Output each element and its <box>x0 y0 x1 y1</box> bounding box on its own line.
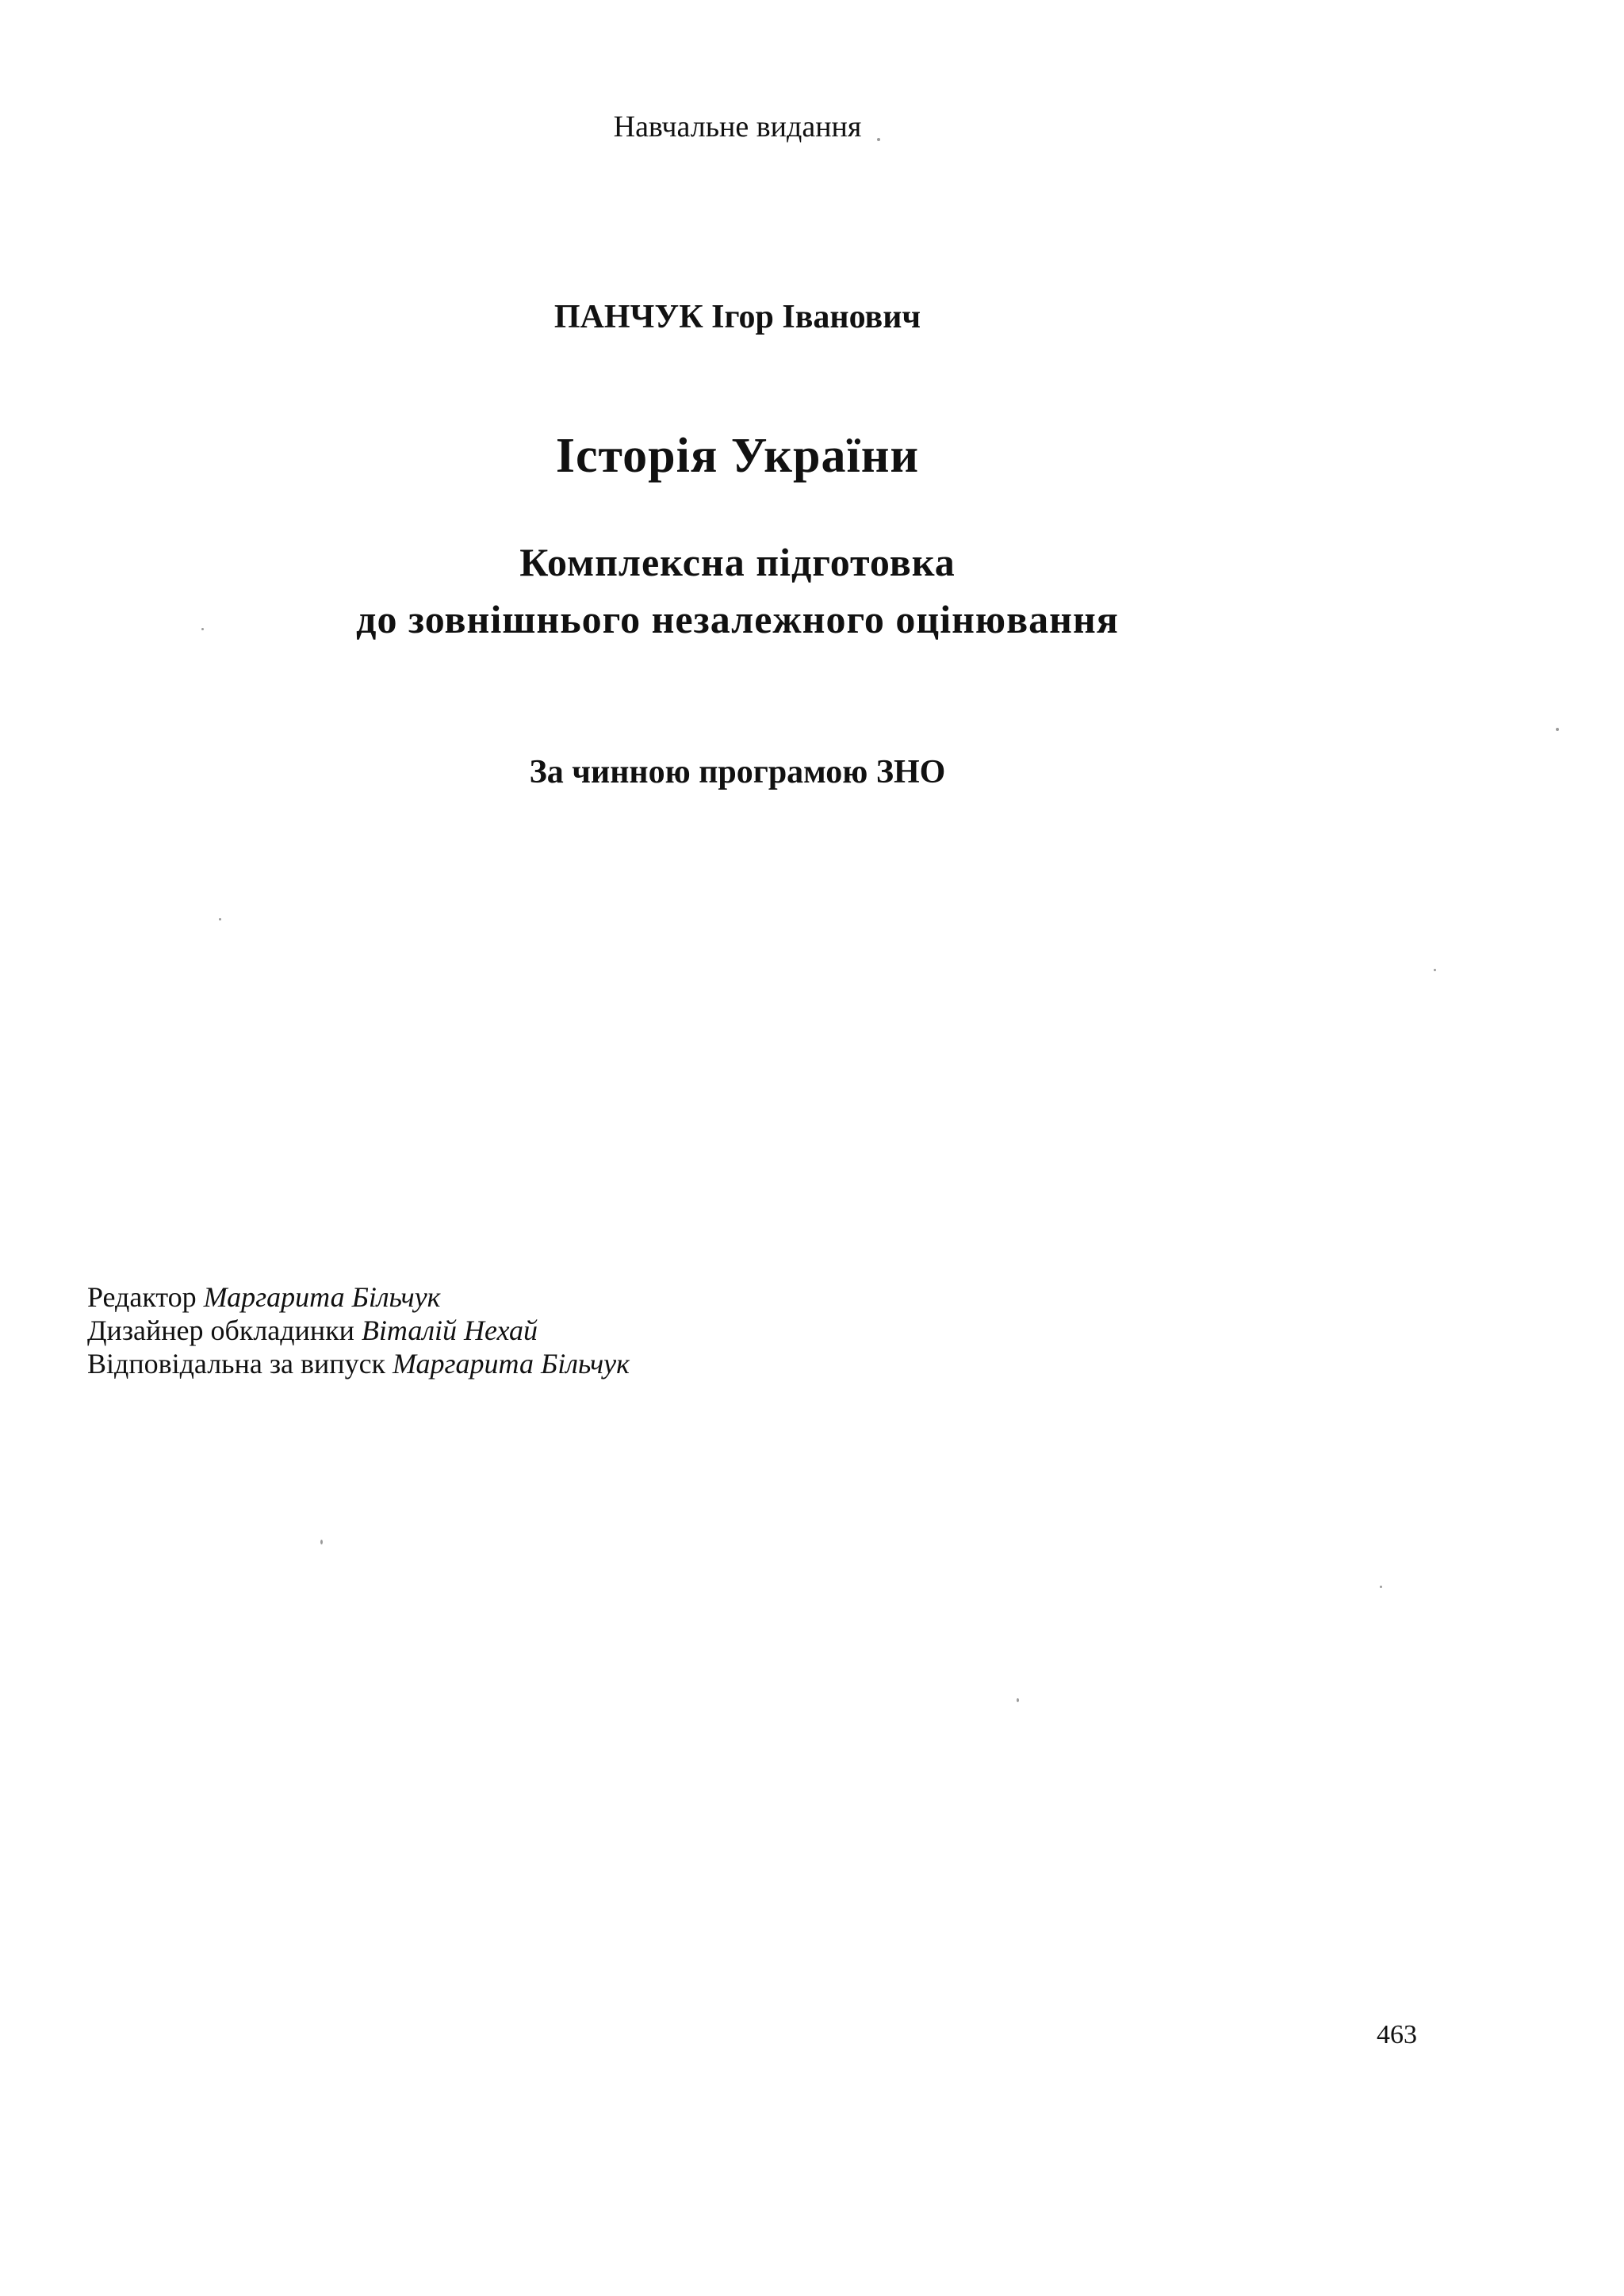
scan-speck <box>201 628 204 630</box>
book-title: Історія України <box>555 429 920 483</box>
program-note: За чинною програмою ЗНО <box>529 754 946 790</box>
credit-line-editor <box>87 1280 630 1314</box>
scan-speck <box>877 138 880 141</box>
credit-role: Редактор <box>87 1281 197 1313</box>
credit-person: Маргарита Більчук <box>203 1281 441 1313</box>
scan-speck <box>1017 1698 1019 1702</box>
author-name: ПАНЧУК Ігор Іванович <box>553 299 921 335</box>
subtitle-line-2: до зовнішнього незалежного оцінювання <box>356 597 1119 641</box>
page-number: 463 <box>1377 2020 1417 2049</box>
edition-type: Навчальне видання <box>613 110 862 144</box>
credit-person: Віталій Нехай <box>361 1314 538 1346</box>
scan-speck <box>320 1540 323 1544</box>
scan-speck <box>1556 728 1559 731</box>
credit-line-responsible <box>87 1347 630 1380</box>
subtitle-line-1: Комплексна підготовка <box>519 540 956 584</box>
credit-role: Відповідальна за випуск <box>87 1348 386 1380</box>
scan-speck <box>219 918 221 920</box>
credit-line-cover-designer <box>87 1314 630 1347</box>
credit-person: Маргарита Більчук <box>393 1348 630 1380</box>
scan-speck <box>1434 969 1436 971</box>
scan-speck <box>1380 1586 1382 1588</box>
credit-role: Дизайнер обкладинки <box>87 1314 354 1346</box>
credits-block <box>87 1280 630 1380</box>
